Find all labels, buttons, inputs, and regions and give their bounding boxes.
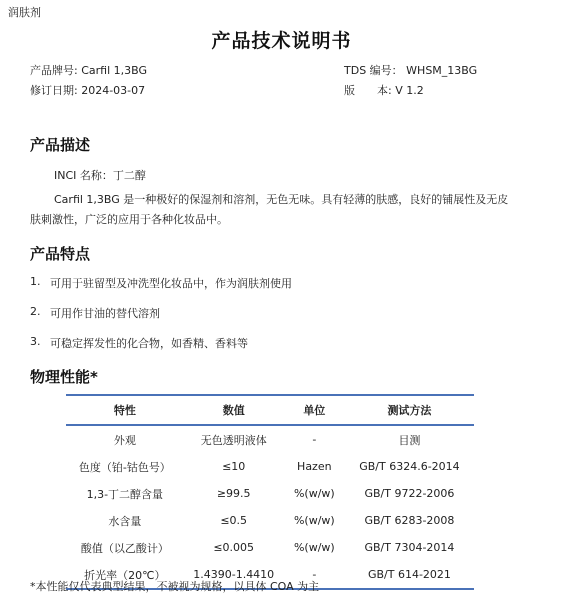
table-cell: 无色透明液体 xyxy=(200,433,267,447)
table-row xyxy=(66,425,474,453)
column-header: 测试方法 xyxy=(345,395,474,425)
inci-name: INCI 名称：丁二醇 xyxy=(54,169,146,182)
table-row xyxy=(66,453,474,480)
table-cell: GB/T 7304-2014 xyxy=(364,541,455,554)
properties-table xyxy=(66,394,474,590)
feature-num: 2. xyxy=(30,305,41,318)
table-row xyxy=(66,507,474,534)
table-cell: ≤10 xyxy=(222,460,246,473)
feature-num: 3. xyxy=(30,335,41,348)
table-cell: %(w/w) xyxy=(293,514,335,527)
table-row xyxy=(66,480,474,507)
table-cell: ≤0.5 xyxy=(220,514,248,527)
description-paragraph: Carfil 1,3BG 是一种极好的保湿剂和溶剂，无色无味。具有轻薄的肤感，良好的铺展性及无皮肤刺激性，广泛的应用于各种化妆品中。 xyxy=(30,193,509,226)
footnote: *本性能仅代表典型结果，不被视为规格，以具体 COA 为主 xyxy=(30,580,320,593)
table-cell: 色度（铂-钴色号） xyxy=(78,460,171,474)
table-cell: GB/T 614-2021 xyxy=(345,561,474,589)
brand-number: 产品牌号: Carfil 1,3BG xyxy=(30,64,147,77)
column-header: 单位 xyxy=(284,395,345,425)
table-cell: - xyxy=(312,433,317,446)
column-header: 特性 xyxy=(66,395,184,425)
table-cell: GB/T 6283-2008 xyxy=(364,514,455,527)
properties-heading: 物理性能* xyxy=(30,368,98,386)
header-label: 润肤剂 xyxy=(8,6,41,19)
table-cell: ≥99.5 xyxy=(216,487,251,500)
table-cell: 1,3-丁二醇含量 xyxy=(86,487,164,501)
table-cell: %(w/w) xyxy=(293,541,335,554)
table-cell: 目测 xyxy=(398,433,421,447)
version: 版 本: V 1.2 xyxy=(344,84,424,97)
table-cell: %(w/w) xyxy=(293,487,335,500)
revision-date: 修订日期: 2024-03-07 xyxy=(30,84,146,97)
description-heading: 产品描述 xyxy=(30,136,91,154)
feature-item: 可用于驻留型及冲洗型化妆品中，作为润肤剂使用 xyxy=(50,277,292,290)
table-header-row xyxy=(66,395,474,425)
table-cell: 水含量 xyxy=(108,514,142,528)
table-row xyxy=(66,534,474,561)
table-cell: 折光率（20℃） xyxy=(66,561,184,589)
column-header: 数值 xyxy=(184,395,284,425)
document-title: 产品技术说明书 xyxy=(211,30,352,52)
table-cell: 外观 xyxy=(113,433,136,447)
feature-item: 可用作甘油的替代溶剂 xyxy=(50,307,160,320)
table-cell: GB/T 6324.6-2014 xyxy=(359,460,460,473)
table-cell: 1.4390-1.4410 xyxy=(184,561,284,589)
features-heading: 产品特点 xyxy=(30,245,91,263)
feature-item: 可稳定挥发性的化合物，如香精、香料等 xyxy=(50,337,248,350)
table-cell: ≤0.005 xyxy=(213,541,255,554)
tds-number: TDS 编号： WHSM_13BG xyxy=(344,64,478,77)
feature-num: 1. xyxy=(30,275,41,288)
table-cell: 酸值（以乙酸计） xyxy=(80,541,169,555)
table-cell: GB/T 9722-2006 xyxy=(364,487,455,500)
table-cell: Hazen xyxy=(297,460,332,473)
table-cell: - xyxy=(284,561,345,589)
